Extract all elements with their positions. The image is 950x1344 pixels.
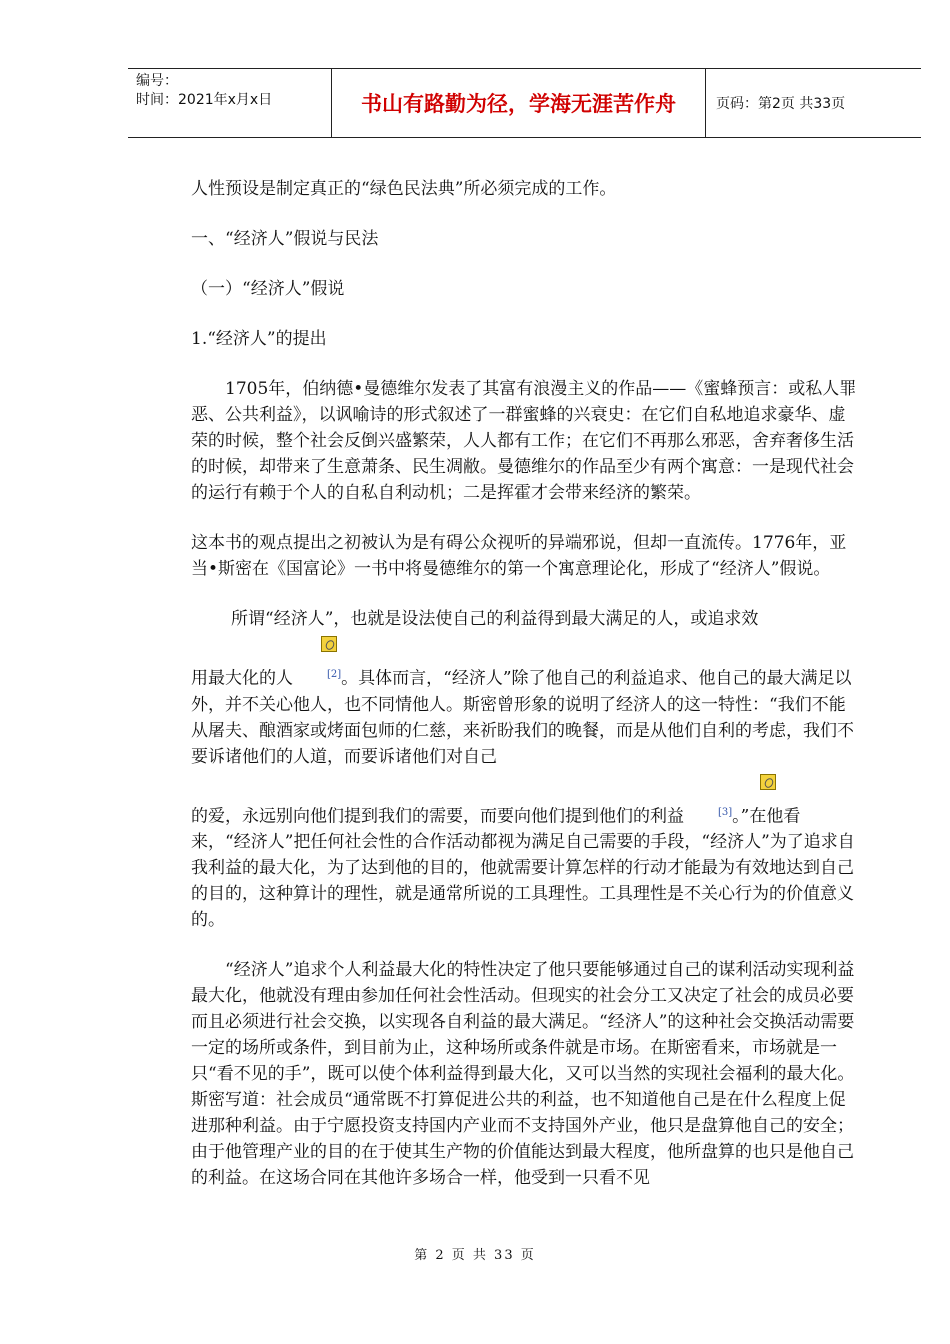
header-page-label: 页码：第2页 共33页: [716, 96, 846, 112]
paragraph: “经济人”追求个人利益最大化的特性决定了他只要能够通过自己的谋利活动实现利益最大化，他就没有理由参加任何社会性活动。但现实的社会分工又决定了社会的成员必要而且必须进行社会交换，以实现各自利益的最大满足。“经济人”的这种社会交换活动需要一定的场所或条件，到目前为止，这种场所或条件就是市场。在斯密看来，市场就是一只“看不见的手”，既可以使个体利益得到最大化，又可以当然的实现社会福利的最大化。斯密写道：社会成员“通常既不打算促进公共的利益，也不知道他自己是在什么程度上促进那种利益。由于宁愿投资支持国内产业而不支持国外产业，他只是盘算他自己的安全；由于他管理产业的目的在于使其生产物的价值能达到最大程度，他所盘算的也只是他自己的利益。在这场合同在其他许多场合一样，他受到一只看不见: [191, 960, 855, 1189]
document-date-label: 时间：2021年x月x日: [136, 92, 273, 108]
footnote-ref-2[interactable]: [2]: [327, 669, 342, 680]
note-icon-row: [191, 632, 859, 662]
paragraph: [191, 800, 859, 934]
subsubsection-heading: 1.“经济人”的提出: [191, 329, 327, 349]
text-span: 的爱，永远别向他们提到我们的需要，而要向他们提到他们的利益: [191, 806, 684, 827]
paragraph: 所谓“经济人”，也就是设法使自己的利益得到最大满足的人，或追求效: [231, 609, 759, 629]
footnote-icon[interactable]: [760, 774, 776, 790]
page-footer: 第 2 页 共 33 页: [414, 1248, 536, 1263]
text-span: 。具体而言，“经济人”除了他自己的利益追求、他自己的最大满足以外，并不关心他人，也不同情他人。斯密曾形象的说明了经济人的这一特性：“我们不能从屠夫、酿酒家或烤面包师的仁慈，来祈盼我们的晚餐，而是从他们自利的考虑，我们不要诉诸他们的人道，而要诉诸他们对自己: [191, 668, 854, 767]
paragraph: [191, 662, 859, 770]
section-heading: 一、“经济人”假说与民法: [191, 229, 379, 249]
paragraph: 人性预设是制定真正的“绿色民法典”所必须完成的工作。: [191, 179, 617, 199]
page-header: [128, 68, 921, 138]
document-number-label: 编号：: [136, 73, 178, 89]
header-meta: [128, 69, 332, 137]
paragraph: 这本书的观点提出之初被认为是有碍公众视听的异端邪说，但却一直流传。1776年，亚当•斯密在《国富论》一书中将曼德维尔的第一个寓意理论化，形成了“经济人”假说。: [191, 533, 847, 579]
note-icon-row: [191, 770, 859, 800]
footnote-ref-3[interactable]: [3]: [718, 806, 733, 818]
subsection-heading: （一）“经济人”假说: [191, 279, 345, 299]
footnote-icon[interactable]: [321, 636, 337, 652]
header-motto: 书山有路勤为径，学海无涯苦作舟: [332, 69, 706, 137]
paragraph: 1705年，伯纳德•曼德维尔发表了其富有浪漫主义的作品——《蜜蜂预言：或私人罪恶、公共利益》，以讽喻诗的形式叙述了一群蜜蜂的兴衰史：在它们自私地追求豪华、虚荣的时候，整个社会反倒兴盛繁荣，人人都有工作；在它们不再那么邪恶，舍弃奢侈生活的时候，却带来了生意萧条、民生凋敝。曼德维尔的作品至少有两个寓意：一是现代社会的运行有赖于个人的自私自利动机；二是挥霍才会带来经济的繁荣。: [191, 379, 857, 503]
document-body: [191, 176, 859, 1191]
text-span: 用最大化的人: [191, 668, 293, 689]
text-span: 。”在他看来，“经济人”把任何社会性的合作活动都视为满足自己需要的手段，“经济人”为了追求自我利益的最大化，为了达到他的目的，他就需要计算怎样的行动才能最为有效地达到自己的目的，这种算计的理性，就是通常所说的工具理性。工具理性是不关心行为的价值意义的。: [191, 806, 855, 931]
